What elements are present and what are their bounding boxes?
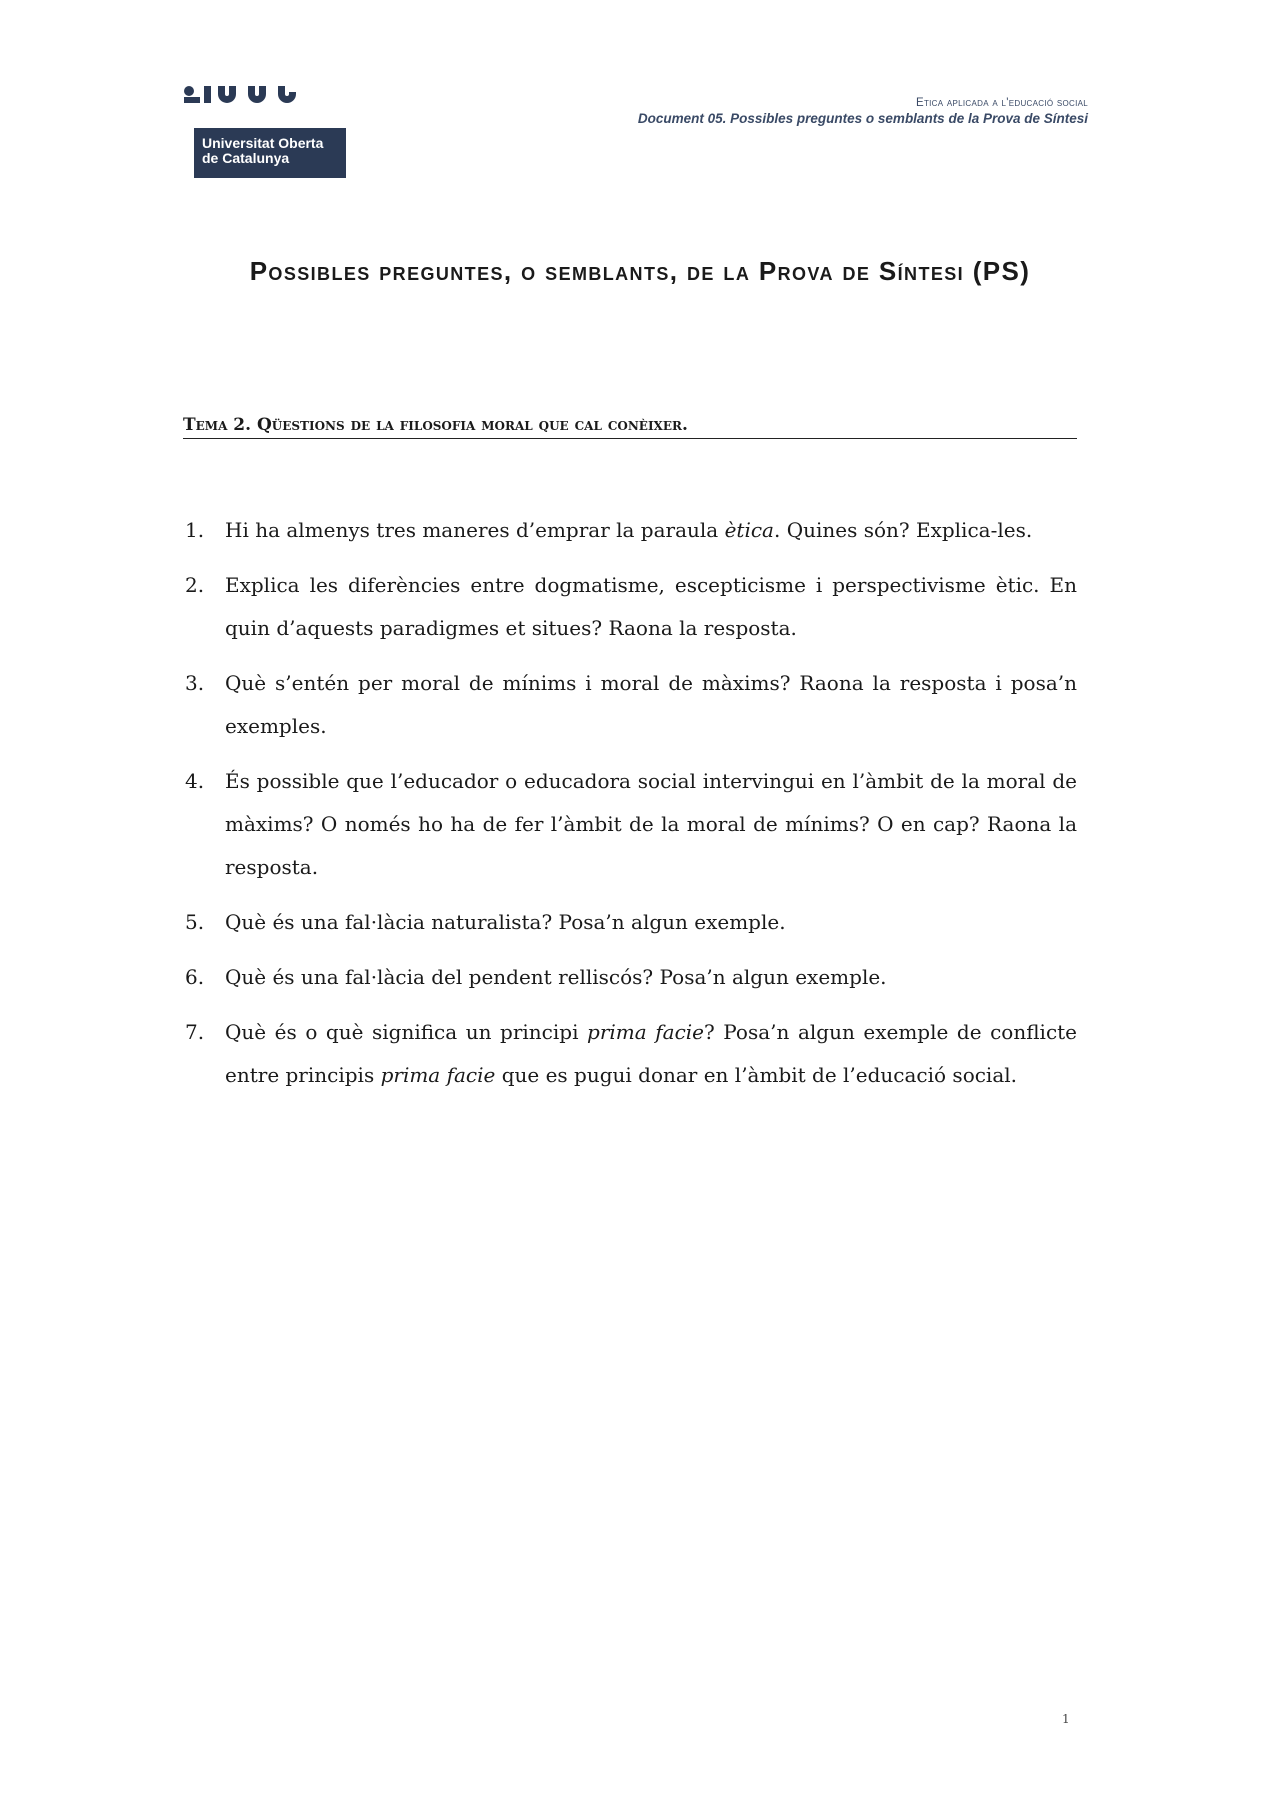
question-text: . Quines són? Explica-les. [773, 518, 1033, 542]
question-text: Explica les diferències entre dogmatisme, escepticisme i perspectivisme ètic. En quin d’aquests paradigmes et situes? Raona la resposta. [225, 573, 1077, 640]
question-text: Què és una fal·làcia del pendent relliscós? Posa’n algun exemple. [225, 965, 887, 989]
list-item [183, 901, 1077, 944]
section-heading: Tema 2. Qüestions de la filosofia moral que cal conèixer. [183, 415, 1077, 439]
question-number: 4. [185, 769, 205, 793]
question-list [183, 509, 1077, 1109]
question-text: Què s’entén per moral de mínims i moral de màxims? Raona la resposta i posa’n exemples. [225, 671, 1077, 738]
list-item [183, 662, 1077, 748]
course-name: Etica aplicada a l'educació social [916, 97, 1088, 109]
question-text: Què és una fal·làcia naturalista? Posa’n algun exemple. [225, 910, 786, 934]
question-number: 7. [185, 1020, 205, 1044]
question-text: Què és o què significa un principi [225, 1020, 588, 1044]
document-name: Document 05. Possibles preguntes o semblants de la Prova de Síntesi [637, 111, 1088, 126]
page-title: Possibles preguntes, o semblants, de la Prova de Síntesi (PS) [249, 256, 1031, 286]
question-number: 2. [185, 573, 205, 597]
question-number: 6. [185, 965, 205, 989]
logo-line-2: de Catalunya [202, 150, 290, 166]
question-number: 1. [185, 518, 205, 542]
question-text-italic: prima facie [587, 1020, 705, 1044]
logo-line-1: Universitat Oberta [202, 135, 324, 151]
question-text: ? Posa’n algun exemple de conflicte entre principis [225, 1020, 1078, 1087]
question-text-italic: prima facie [380, 1063, 496, 1087]
list-item [183, 564, 1077, 650]
list-item [183, 760, 1077, 889]
question-text: És possible que l’educador o educadora social intervingui en l’àmbit de la moral de màxims? O només ho ha de fer l’àmbit de la moral de mínims? O en cap? Raona la resposta. [225, 769, 1077, 879]
list-item [183, 509, 1077, 552]
list-item [183, 956, 1077, 999]
logo-wordmark [194, 128, 346, 178]
question-number: 3. [185, 671, 205, 695]
list-item [183, 1011, 1077, 1097]
question-number: 5. [185, 910, 205, 934]
question-text-italic: ètica [724, 518, 774, 542]
running-header [638, 96, 1088, 127]
uoc-logo [184, 86, 346, 178]
page-number: 1 [1062, 1712, 1070, 1726]
uoc-logo-mark-icon [184, 86, 346, 122]
question-text: Hi ha almenys tres maneres d’emprar la paraula [225, 518, 725, 542]
question-text: que es pugui donar en l’àmbit de l’educació social. [495, 1063, 1018, 1087]
